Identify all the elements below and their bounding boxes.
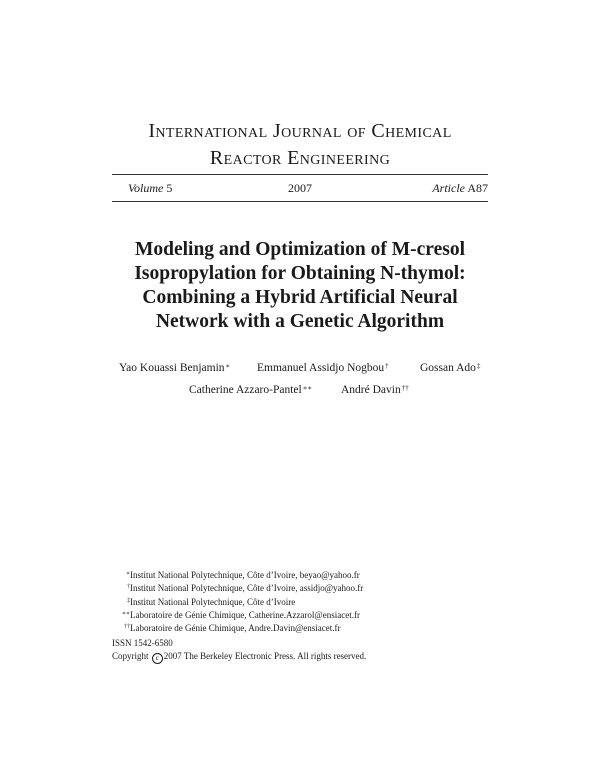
article-info: [432, 179, 488, 197]
author-name: Gossan Ado: [420, 362, 476, 374]
footnote-text: Laboratoire de Génie Chimique, Catherine.Azzarol@ensiacet.fr: [130, 609, 360, 620]
journal-title-line-2: Reactor Engineering: [209, 147, 391, 169]
paper-title: [0, 238, 600, 334]
paper-title-line: Combining a Hybrid Artificial Neural: [142, 287, 458, 308]
paper-title-line: Isopropylation for Obtaining N-thymol:: [134, 263, 466, 284]
footnote-text: Institut National Polytechnique, Côte d’Ivoire: [130, 596, 296, 607]
footnote: [118, 582, 498, 595]
author-mark: ∗: [225, 362, 231, 370]
paper-title-line: Modeling and Optimization of M-cresol: [134, 239, 466, 260]
author-mark: ∗∗: [302, 384, 313, 392]
footnote-mark: ∗∗: [121, 610, 130, 617]
author-name: André Davin: [341, 384, 401, 396]
author: [341, 382, 409, 398]
footnote-text: Laboratoire de Génie Chimique, Andre.Davin@ensiacet.fr: [130, 623, 341, 634]
footnote-mark: ‡: [127, 597, 130, 604]
footnote: [118, 609, 498, 622]
issue-year: 2007: [288, 181, 312, 195]
footnote-text: Institut National Polytechnique, Côte d’Ivoire, assidjo@yahoo.fr: [130, 583, 364, 594]
footnote-mark: ∗: [125, 571, 130, 577]
issue-meta-row: [112, 179, 488, 197]
header-rule-bottom: [112, 201, 488, 202]
author-name: Catherine Azzaro-Pantel: [189, 384, 302, 396]
footnote-mark: ††: [124, 624, 130, 631]
article-number: A87: [467, 181, 488, 195]
journal-title-line-1: International Journal of Chemical: [148, 120, 452, 142]
copyright-icon: c: [152, 653, 163, 664]
affiliation-footnotes: [118, 569, 498, 635]
author-mark: †: [385, 362, 389, 370]
author-mark: ‡: [476, 362, 481, 370]
author-mark: ††: [401, 384, 409, 392]
copyright-text: 2007 The Berkeley Electronic Press. All rights reserved.: [163, 651, 367, 662]
paper-title-line: Network with a Genetic Algorithm: [155, 311, 445, 332]
volume-label: Volume: [128, 181, 164, 195]
journal-title: [0, 118, 600, 172]
footnote: [118, 569, 498, 582]
header-rule-top: [112, 174, 488, 175]
author: [119, 360, 230, 376]
author: [257, 360, 389, 376]
footnote-mark: †: [127, 584, 130, 591]
footnote: [118, 596, 498, 609]
article-label: Article: [432, 181, 465, 195]
footnote-text: Institut National Polytechnique, Côte d’Ivoire, beyao@yahoo.fr: [130, 570, 360, 580]
author: [189, 382, 312, 398]
footnote: [118, 622, 498, 635]
publication-info: [112, 637, 366, 664]
author-name: Emmanuel Assidjo Nogbou: [257, 362, 385, 374]
volume-number: 5: [166, 181, 173, 195]
author-name: Yao Kouassi Benjamin: [119, 362, 225, 374]
copyright-line: [112, 650, 366, 664]
author: [420, 360, 480, 376]
copyright-prefix: Copyright: [112, 651, 149, 662]
issn: ISSN 1542-6580: [112, 638, 173, 648]
